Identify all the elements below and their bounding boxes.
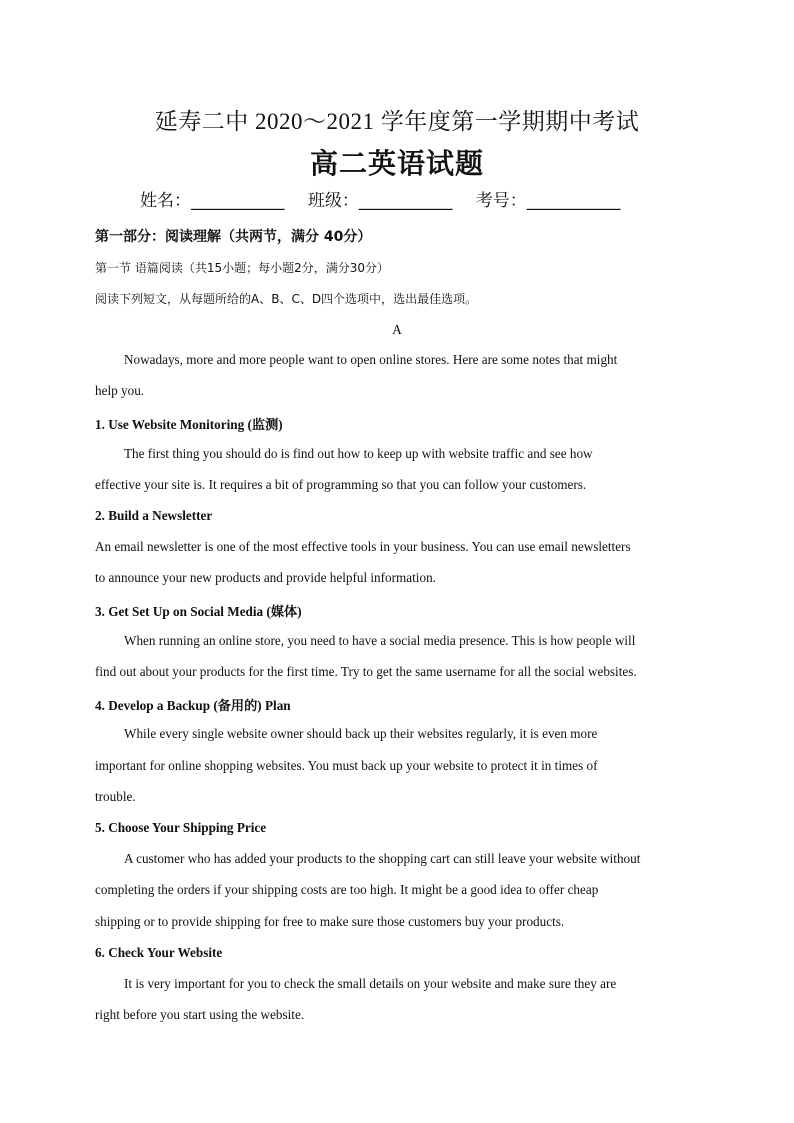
exam-subtitle: 高二英语试题 [309, 147, 484, 180]
item-heading: 6. Check Your Website [95, 945, 223, 960]
item-line: effective your site is. It requires a bit of programming so that you can follow your customers. [95, 477, 587, 492]
item-line: While every single website owner should back up their websites regularly, it is even more [124, 726, 598, 741]
item-line: When running an online store, you need to have a social media presence. This is how people will [124, 633, 636, 648]
item-heading: 1. Use Website Monitoring (监测) [95, 417, 283, 432]
exam-no-label: 考号： [475, 191, 527, 211]
student-info-row [140, 186, 620, 211]
item-heading: 3. Get Set Up on Social Media (媒体) [95, 604, 302, 619]
intro-line: help you. [95, 383, 145, 398]
item-line: The first thing you should do is find out how to keep up with website traffic and see how [124, 446, 593, 461]
item-line: find out about your products for the first time. Try to get the same username for all the social websites. [95, 664, 637, 679]
section-one-title: 第一节 语篇阅读（共15小题；每小题2分，满分30分） [95, 261, 389, 275]
class-label: 班级： [307, 191, 359, 211]
name-label: 姓名： [140, 191, 191, 211]
item-line: to announce your new products and provide helpful information. [95, 570, 436, 585]
exam-title: 延寿二中 2020～2021 学年度第一学期期中考试 [154, 109, 640, 134]
instruction: 阅读下列短文，从每题所给的A、B、C、D四个选项中，选出最佳选项。 [95, 292, 478, 306]
item-heading: 4. Develop a Backup (备用的) Plan [95, 698, 291, 713]
item-line: An email newsletter is one of the most effective tools in your business. You can use email newsletters [95, 539, 631, 554]
item-line: It is very important for you to check the small details on your website and make sure they are [124, 976, 617, 991]
class-blank: ___________ [358, 191, 453, 211]
item-heading: 5. Choose Your Shipping Price [95, 820, 267, 835]
item-line: shipping or to provide shipping for free to make sure those customers buy your products. [95, 914, 565, 929]
item-line: trouble. [95, 789, 136, 804]
item-line: right before you start using the website. [95, 1007, 305, 1022]
item-line: important for online shopping websites. You must back up your website to protect it in times of [95, 758, 598, 773]
exam-no-blank: ___________ [526, 191, 621, 211]
name-blank: ___________ [191, 191, 285, 211]
item-line: completing the orders if your shipping costs are too high. It might be a good idea to offer cheap [95, 882, 599, 897]
item-heading: 2. Build a Newsletter [95, 508, 213, 523]
part-one-title: 第一部分：阅读理解（共两节，满分 40分） [95, 229, 372, 245]
passage-label: A [392, 322, 402, 337]
intro-line: Nowadays, more and more people want to open online stores. Here are some notes that might [124, 352, 618, 367]
item-line: A customer who has added your products to the shopping cart can still leave your website without [124, 851, 641, 866]
